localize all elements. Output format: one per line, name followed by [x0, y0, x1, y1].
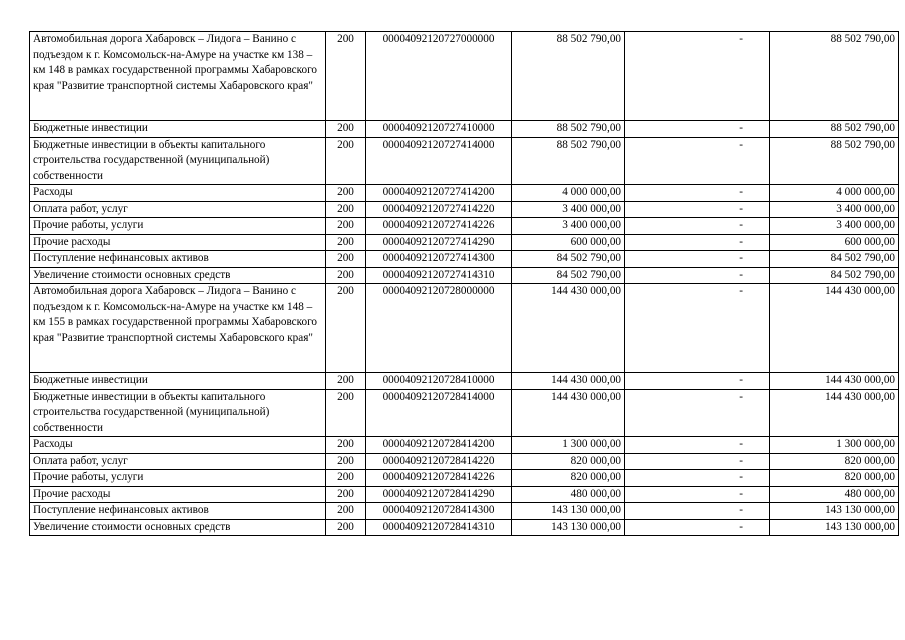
table-row	[30, 137, 899, 185]
row-kbk-cell: 00004092120727414310	[366, 267, 512, 284]
table-row	[30, 373, 899, 390]
budget-execution-table	[29, 31, 899, 536]
row-approved-cell: 84 502 790,00	[512, 267, 625, 284]
table-row	[30, 437, 899, 454]
row-executed-cell: -	[625, 234, 770, 251]
row-name-cell: Поступление нефинансовых активов	[30, 251, 326, 268]
table-row	[30, 218, 899, 235]
row-kbk-cell: 00004092120727000000	[366, 32, 512, 121]
row-code-cell: 200	[326, 519, 366, 536]
row-kbk-cell: 00004092120728410000	[366, 373, 512, 390]
row-executed-cell: -	[625, 201, 770, 218]
row-kbk-cell: 00004092120728414226	[366, 470, 512, 487]
row-executed-cell: -	[625, 32, 770, 121]
row-unexecuted-cell: 88 502 790,00	[770, 137, 899, 185]
row-executed-cell: -	[625, 284, 770, 373]
row-executed-cell: -	[625, 251, 770, 268]
row-unexecuted-cell: 600 000,00	[770, 234, 899, 251]
row-executed-cell: -	[625, 218, 770, 235]
row-kbk-cell: 00004092120727414200	[366, 185, 512, 202]
row-code-cell: 200	[326, 234, 366, 251]
row-code-cell: 200	[326, 201, 366, 218]
row-unexecuted-cell: 84 502 790,00	[770, 267, 899, 284]
row-code-cell: 200	[326, 503, 366, 520]
table-row	[30, 284, 899, 373]
row-unexecuted-cell: 143 130 000,00	[770, 519, 899, 536]
row-name-cell: Увеличение стоимости основных средств	[30, 519, 326, 536]
row-code-cell: 200	[326, 373, 366, 390]
row-executed-cell: -	[625, 470, 770, 487]
row-kbk-cell: 00004092120727414290	[366, 234, 512, 251]
row-name-cell: Оплата работ, услуг	[30, 453, 326, 470]
row-code-cell: 200	[326, 486, 366, 503]
row-unexecuted-cell: 1 300 000,00	[770, 437, 899, 454]
row-approved-cell: 1 300 000,00	[512, 437, 625, 454]
row-name-cell: Прочие работы, услуги	[30, 470, 326, 487]
row-name-cell: Увеличение стоимости основных средств	[30, 267, 326, 284]
row-name-cell: Бюджетные инвестиции в объекты капитального строительства государственной (муниципальной) собственности	[30, 137, 326, 185]
table-row	[30, 32, 899, 121]
table-row	[30, 519, 899, 536]
row-approved-cell: 480 000,00	[512, 486, 625, 503]
table-body	[30, 32, 899, 536]
row-kbk-cell: 00004092120728414290	[366, 486, 512, 503]
row-executed-cell: -	[625, 389, 770, 437]
row-name-cell: Автомобильная дорога Хабаровск – Лидога – Ванино с подъездом к г. Комсомольск-на-Амуре на участке км 138 – км 148 в рамках государственной программы Хабаровского края "Развитие транспортной системы Хабаровского края"	[30, 32, 326, 121]
row-executed-cell: -	[625, 137, 770, 185]
table-row	[30, 486, 899, 503]
row-unexecuted-cell: 144 430 000,00	[770, 373, 899, 390]
row-code-cell: 200	[326, 267, 366, 284]
row-code-cell: 200	[326, 251, 366, 268]
row-executed-cell: -	[625, 437, 770, 454]
row-kbk-cell: 00004092120728414310	[366, 519, 512, 536]
row-executed-cell: -	[625, 453, 770, 470]
row-code-cell: 200	[326, 284, 366, 373]
row-executed-cell: -	[625, 373, 770, 390]
row-code-cell: 200	[326, 185, 366, 202]
row-approved-cell: 820 000,00	[512, 470, 625, 487]
row-approved-cell: 88 502 790,00	[512, 121, 625, 138]
row-unexecuted-cell: 88 502 790,00	[770, 32, 899, 121]
row-kbk-cell: 00004092120727414300	[366, 251, 512, 268]
row-kbk-cell: 00004092120727414220	[366, 201, 512, 218]
row-unexecuted-cell: 144 430 000,00	[770, 389, 899, 437]
row-code-cell: 200	[326, 32, 366, 121]
table-row	[30, 453, 899, 470]
row-kbk-cell: 00004092120728414220	[366, 453, 512, 470]
row-unexecuted-cell: 3 400 000,00	[770, 201, 899, 218]
row-approved-cell: 143 130 000,00	[512, 519, 625, 536]
table-row	[30, 185, 899, 202]
row-name-cell: Прочие работы, услуги	[30, 218, 326, 235]
row-unexecuted-cell: 820 000,00	[770, 453, 899, 470]
row-executed-cell: -	[625, 519, 770, 536]
row-approved-cell: 88 502 790,00	[512, 137, 625, 185]
row-unexecuted-cell: 84 502 790,00	[770, 251, 899, 268]
row-name-cell: Поступление нефинансовых активов	[30, 503, 326, 520]
row-name-cell: Расходы	[30, 437, 326, 454]
row-executed-cell: -	[625, 486, 770, 503]
row-name-cell: Прочие расходы	[30, 234, 326, 251]
row-executed-cell: -	[625, 503, 770, 520]
table-row	[30, 503, 899, 520]
row-executed-cell: -	[625, 121, 770, 138]
table-row	[30, 470, 899, 487]
row-code-cell: 200	[326, 137, 366, 185]
row-unexecuted-cell: 88 502 790,00	[770, 121, 899, 138]
row-name-cell: Бюджетные инвестиции	[30, 121, 326, 138]
row-approved-cell: 143 130 000,00	[512, 503, 625, 520]
row-code-cell: 200	[326, 389, 366, 437]
row-approved-cell: 3 400 000,00	[512, 218, 625, 235]
row-approved-cell: 600 000,00	[512, 234, 625, 251]
row-executed-cell: -	[625, 185, 770, 202]
row-kbk-cell: 00004092120728000000	[366, 284, 512, 373]
table-row	[30, 267, 899, 284]
row-approved-cell: 820 000,00	[512, 453, 625, 470]
row-approved-cell: 4 000 000,00	[512, 185, 625, 202]
row-code-cell: 200	[326, 437, 366, 454]
row-name-cell: Бюджетные инвестиции в объекты капитального строительства государственной (муниципальной) собственности	[30, 389, 326, 437]
row-code-cell: 200	[326, 121, 366, 138]
row-code-cell: 200	[326, 453, 366, 470]
table-row	[30, 251, 899, 268]
row-kbk-cell: 00004092120727414226	[366, 218, 512, 235]
row-approved-cell: 88 502 790,00	[512, 32, 625, 121]
row-name-cell: Автомобильная дорога Хабаровск – Лидога – Ванино с подъездом к г. Комсомольск-на-Амуре на участке км 148 – км 155 в рамках государственной программы Хабаровского края "Развитие транспортной системы Хабаровского края"	[30, 284, 326, 373]
row-unexecuted-cell: 143 130 000,00	[770, 503, 899, 520]
row-unexecuted-cell: 3 400 000,00	[770, 218, 899, 235]
row-unexecuted-cell: 480 000,00	[770, 486, 899, 503]
row-name-cell: Расходы	[30, 185, 326, 202]
row-approved-cell: 144 430 000,00	[512, 373, 625, 390]
row-name-cell: Оплата работ, услуг	[30, 201, 326, 218]
document-page	[29, 31, 899, 536]
row-code-cell: 200	[326, 470, 366, 487]
row-name-cell: Прочие расходы	[30, 486, 326, 503]
row-kbk-cell: 00004092120727410000	[366, 121, 512, 138]
row-approved-cell: 3 400 000,00	[512, 201, 625, 218]
row-unexecuted-cell: 820 000,00	[770, 470, 899, 487]
row-approved-cell: 84 502 790,00	[512, 251, 625, 268]
row-code-cell: 200	[326, 218, 366, 235]
table-row	[30, 234, 899, 251]
table-row	[30, 389, 899, 437]
row-executed-cell: -	[625, 267, 770, 284]
row-approved-cell: 144 430 000,00	[512, 389, 625, 437]
table-row	[30, 201, 899, 218]
row-kbk-cell: 00004092120728414200	[366, 437, 512, 454]
row-name-cell: Бюджетные инвестиции	[30, 373, 326, 390]
table-row	[30, 121, 899, 138]
row-kbk-cell: 00004092120728414000	[366, 389, 512, 437]
row-unexecuted-cell: 4 000 000,00	[770, 185, 899, 202]
row-kbk-cell: 00004092120728414300	[366, 503, 512, 520]
row-unexecuted-cell: 144 430 000,00	[770, 284, 899, 373]
row-approved-cell: 144 430 000,00	[512, 284, 625, 373]
row-kbk-cell: 00004092120727414000	[366, 137, 512, 185]
